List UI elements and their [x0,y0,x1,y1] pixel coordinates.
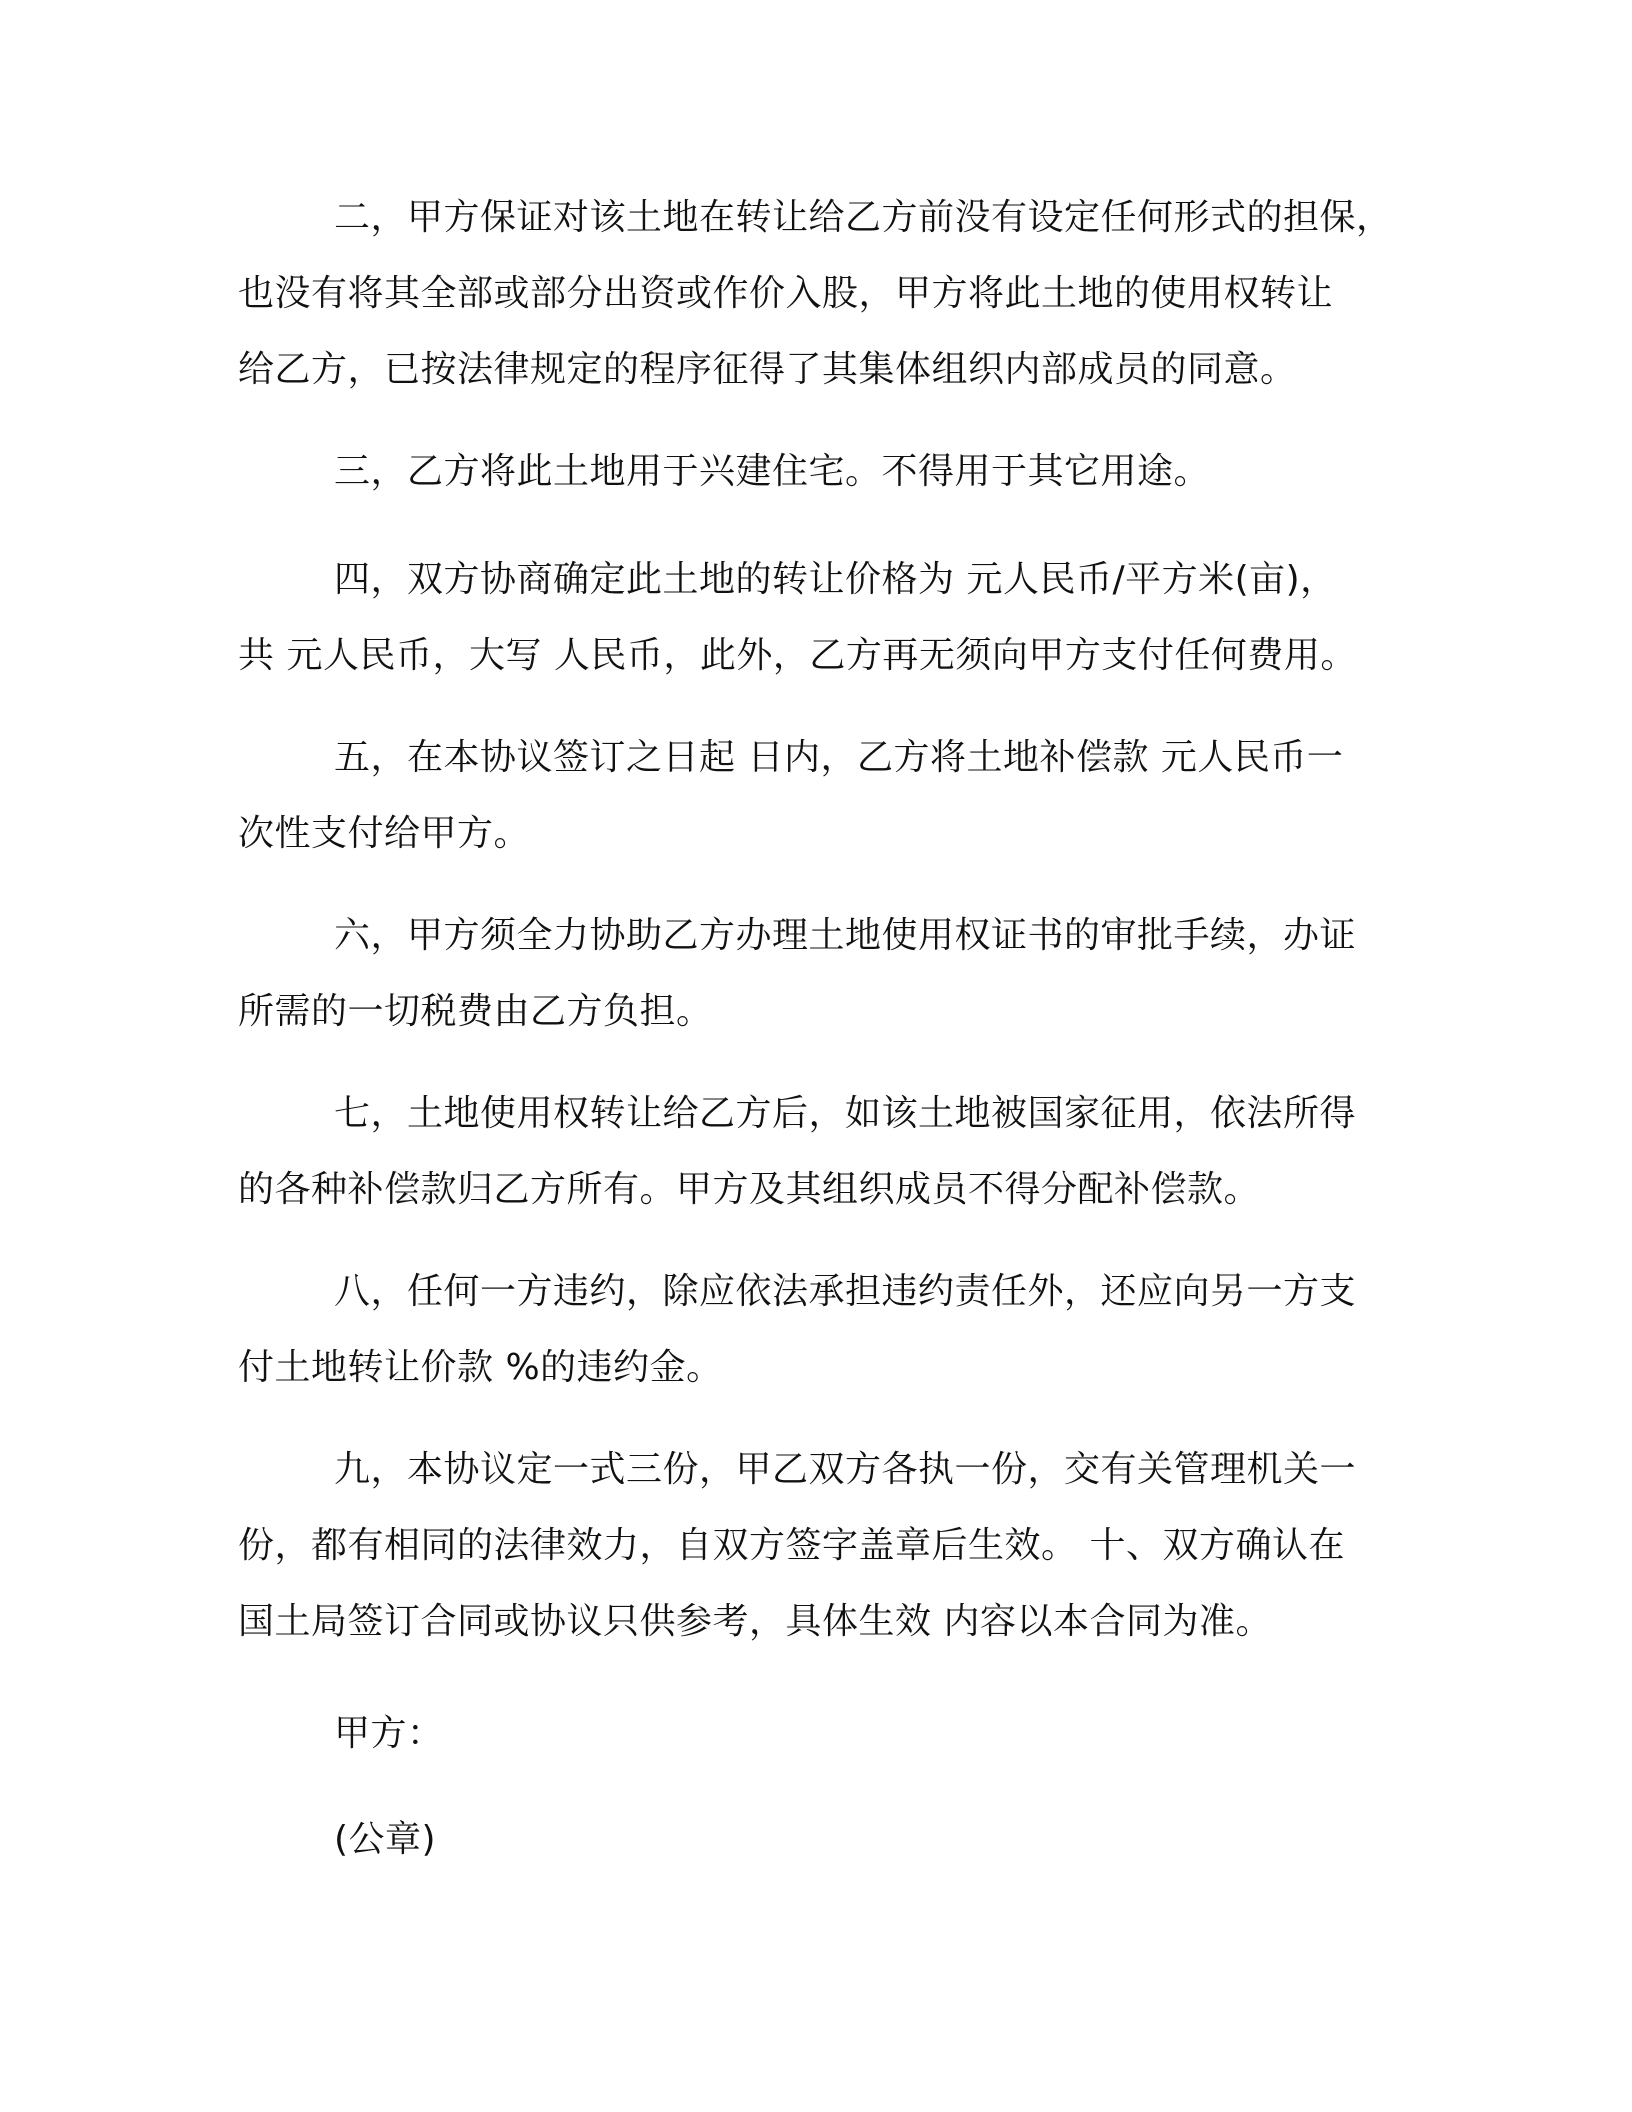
clause-2-paragraph [238,180,1408,408]
clause-4-line-2: 共 元人民币，大写 人民币，此外，乙方再无须向甲方支付任何费用。 [238,635,1357,676]
clause-2-line-1: 二，甲方保证对该土地在转让给乙方前没有设定任何形式的担保， [334,197,1393,238]
clause-2-line-2: 也没有将其全部或部分出资或作价入股，甲方将此土地的使用权转让 [238,273,1334,314]
clause-5-line-1: 五，在本协议签订之日起 日内，乙方将土地补偿款 元人民币一 [334,737,1344,778]
clause-3-line-1: 三，乙方将此土地用于兴建住宅。不得用于其它用途。 [334,451,1211,492]
clause-6-paragraph [238,898,1408,1050]
clause-3-paragraph [238,434,1408,510]
clause-9-line-3: 国土局签订合同或协议只供参考，具体生效 内容以本合同为准。 [238,1601,1272,1642]
seal-label: (公章) [334,1819,437,1860]
clause-8-line-1: 八，任何一方违约，除应依法承担违约责任外，还应向另一方支 [334,1271,1357,1312]
clause-9-paragraph [238,1432,1408,1660]
party-a-label: 甲方： [334,1713,444,1754]
clause-9-line-1: 九，本协议定一式三份，甲乙双方各执一份，交有关管理机关一 [334,1449,1357,1490]
clause-6-line-1: 六，甲方须全力协助乙方办理土地使用权证书的审批手续，办证 [334,915,1357,956]
clause-9-line-2: 份，都有相同的法律效力，自双方签字盖章后生效。 十、双方确认在 [238,1525,1345,1566]
clause-4-line-1: 四，双方协商确定此土地的转让价格为 元人民币/平方米(亩)， [334,559,1337,600]
clause-6-line-2: 所需的一切税费由乙方负担。 [238,991,713,1032]
clause-5-paragraph [238,720,1408,872]
clause-7-paragraph [238,1076,1408,1228]
clause-8-paragraph [238,1254,1408,1406]
clause-4-paragraph [238,542,1408,694]
clause-8-line-2: 付土地转让价款 %的违约金。 [238,1347,723,1388]
clause-7-line-1: 七，土地使用权转让给乙方后，如该土地被国家征用，依法所得 [334,1093,1357,1134]
clause-2-line-3: 给乙方，已按法律规定的程序征得了其集体组织内部成员的同意。 [238,349,1297,390]
clause-5-line-2: 次性支付给甲方。 [238,813,531,854]
clause-7-line-2: 的各种补偿款归乙方所有。甲方及其组织成员不得分配补偿款。 [238,1169,1261,1210]
